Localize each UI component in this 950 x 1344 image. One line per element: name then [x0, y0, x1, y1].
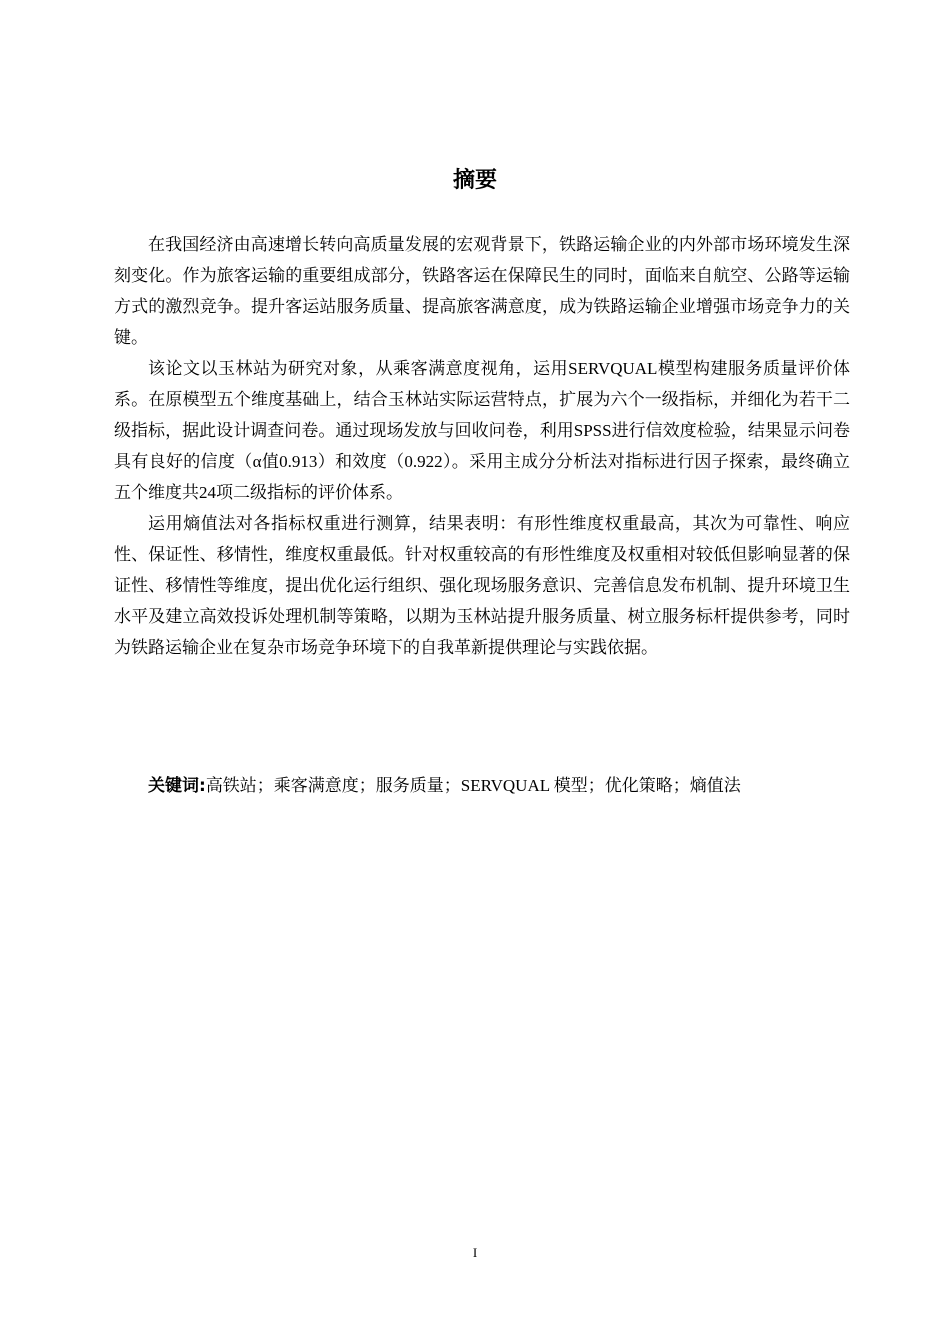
- keywords-text: 高铁站；乘客满意度；服务质量；SERVQUAL 模型；优化策略；熵值法: [205, 776, 741, 795]
- abstract-paragraph-2: 该论文以玉林站为研究对象，从乘客满意度视角，运用SERVQUAL模型构建服务质量评价体系。在原模型五个维度基础上，结合玉林站实际运营特点，扩展为六个一级指标，并细化为若干二级指标，据此设计调查问卷。通过现场发放与回收问卷，利用SPSS进行信效度检验，结果显示问卷具有良好的信度（α值0.913）和效度（0.922）。采用主成分分析法对指标进行因子探索，最终确立五个维度共24项二级指标的评价体系。: [114, 359, 850, 502]
- page-number: I: [472, 1245, 478, 1260]
- abstract-body: [114, 229, 850, 663]
- abstract-paragraph-1: 在我国经济由高速增长转向高质量发展的宏观背景下，铁路运输企业的内外部市场环境发生深刻变化。作为旅客运输的重要组成部分，铁路客运在保障民生的同时，面临来自航空、公路等运输方式的激烈竞争。提升客运站服务质量、提高旅客满意度，成为铁路运输企业增强市场竞争力的关键。: [114, 235, 850, 347]
- keywords-line: [114, 770, 850, 802]
- abstract-paragraph-3: 运用熵值法对各指标权重进行测算，结果表明：有形性维度权重最高，其次为可靠性、响应性、保证性、移情性，维度权重最低。针对权重较高的有形性维度及权重相对较低但影响显著的保证性、移情性等维度，提出优化运行组织、强化现场服务意识、完善信息发布机制、提升环境卫生水平及建立高效投诉处理机制等策略，以期为玉林站提升服务质量、树立服务标杆提供参考，同时为铁路运输企业在复杂市场竞争环境下的自我革新提供理论与实践依据。: [114, 514, 850, 657]
- page-title: 摘要: [452, 168, 497, 193]
- keywords-label: 关键词:: [148, 776, 206, 796]
